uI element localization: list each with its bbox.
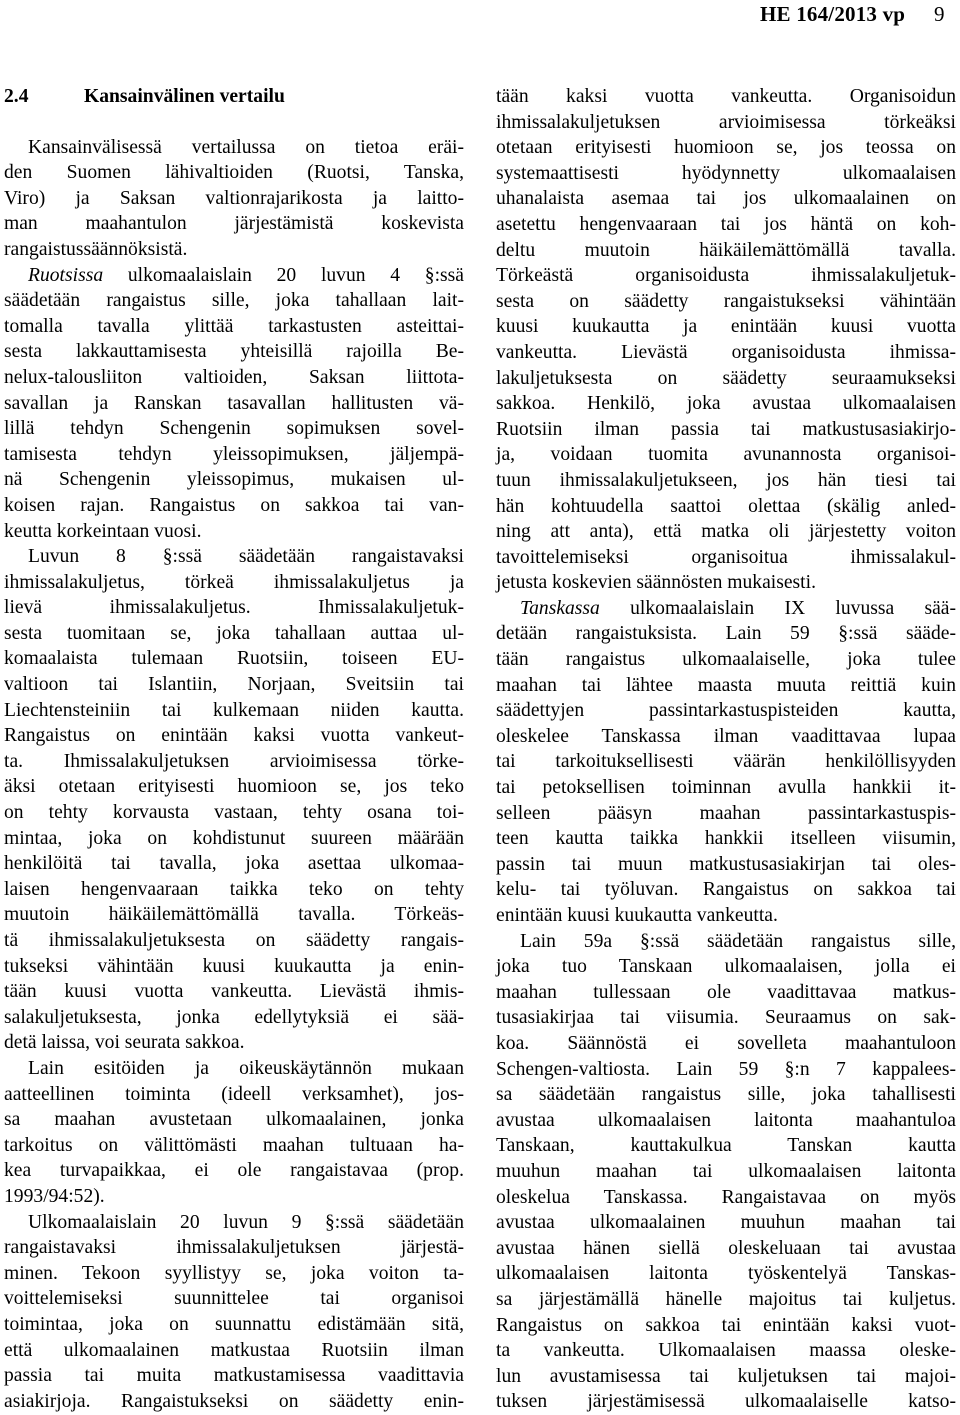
text-line: sesta on säädetty rangaistukseksi vähintään	[496, 290, 956, 312]
text-line: henkilöitä tai tavalla, joka asettaa ulkomaa-	[4, 853, 464, 875]
text-line: tään kaksi vuotta vankeutta. Organisoidun	[496, 86, 956, 107]
text-line: minen. Tekoon syyllistyy se, joka voiton ta-	[4, 1262, 464, 1284]
text-line: ihmissalakuljetuksen arvioimisessa törkeäksi	[496, 111, 956, 133]
text-line: rangaistavaksi ihmissalakuljetuksen järjestä-	[4, 1237, 464, 1259]
text-line: sa järjestämällä hänelle majoitus tai kuljetus.	[496, 1288, 956, 1310]
text-line: säädetään rangaistus sille, joka tahallaan lait-	[4, 290, 464, 312]
text-line: säädettyjen passintarkastuspisteiden kautta,	[496, 700, 956, 722]
text-line: että ulkomaalainen matkustaa Ruotsiin ilman	[4, 1339, 464, 1361]
text-line: lievä ihmissalakuljetus. Ihmissalakuljetuk-	[4, 597, 464, 619]
text-line: sa maahan avustetaan ulkomaalainen, jonka	[4, 1109, 464, 1131]
text-line: maahan tai lähtee maasta muuta reittiä kuin	[496, 674, 956, 696]
text-line: lakuljetuksesta on säädetty seuraamukseksi	[496, 367, 956, 389]
text-line: voittelemiseksi suunnittelee tai organisoi	[4, 1288, 464, 1310]
text-line: tä ihmissalakuljetuksesta on säädetty rangais-	[4, 930, 464, 951]
text-line: vankeutta. Lievästä organisoidusta ihmissa-	[496, 341, 956, 363]
text-line: otetaan erityisesti huomioon se, jos teossa on	[496, 137, 956, 159]
page-number: 9	[934, 2, 945, 26]
text-line: uhanalaista asemaa tai jos ulkomaalainen on	[496, 188, 956, 210]
text-line: Lain esitöiden ja oikeuskäytännön mukaan	[28, 1057, 464, 1079]
text-line: nelux-talousliiton valtioiden, Saksan liittota-	[4, 366, 464, 388]
text-line: Luvun 8 §:ssä säädetään rangaistavaksi	[28, 546, 464, 568]
section-heading	[4, 84, 464, 110]
text-line: den Suomen lähivaltioiden (Ruotsi, Tanska,	[4, 162, 464, 184]
text-line: ta vankeutta. Ulkomaalaisen maassa oleske-	[496, 1340, 956, 1362]
text-line: passin tai muun matkustusasiakirjan tai oles-	[496, 853, 956, 875]
text-line: sesta tuomitaan se, joka tahallaan auttaa ul-	[4, 622, 464, 644]
document-id: HE 164/2013 vp	[760, 2, 906, 26]
page-header	[0, 0, 960, 40]
text-line: Rangaistus on enintään kaksi vuotta vankeut-	[4, 725, 464, 747]
text-line: on tehty korvausta vastaan, tehty osana toi-	[4, 802, 464, 824]
text-line: ta. Ihmissalakuljetuksen arvioimisessa törke-	[4, 750, 464, 772]
text-line: Törkeästä organisoidusta ihmissalakuljetuk-	[496, 265, 956, 287]
text-line: koisen rajan. Rangaistus on sakkoa tai van-	[4, 494, 464, 516]
left-column	[4, 84, 464, 1412]
text-line: asiakirjoja. Rangaistukseksi on säädetty enin-	[4, 1390, 464, 1412]
text-line: muutoin häikäilemättömällä tavalla. Törkeäs-	[4, 904, 464, 926]
text-line: Kansainvälisessä vertailussa on tietoa eräi-	[28, 136, 464, 158]
text-line: tai petoksellisen toiminnan avulla hankkii it-	[496, 777, 956, 799]
text-line: kea turvapaikkaa, ei ole rangaistavaa (prop.	[4, 1160, 464, 1182]
text-line: tusasiakirjaa tai viisumia. Seuraamus on sak-	[496, 1007, 956, 1029]
right-column	[496, 84, 956, 1413]
text-line: tään kuusi vuotta vankeutta. Lievästä ihmis-	[4, 981, 464, 1003]
text-line: deltu muutoin häikäilemättömällä tavalla.	[496, 239, 956, 261]
text-line: detä laissa, voi seurata sakkoa.	[4, 1032, 245, 1054]
text-line: nä Schengenin yleissopimus, mukaisen ul-	[4, 469, 464, 491]
text-line: Liechtensteiniin tai kulkemaan niiden kautta.	[4, 699, 464, 721]
text-line: rangaistussäännöksistä.	[4, 238, 188, 260]
text-line: tomalla tavalla ylittää tarkastusten asteittai-	[4, 315, 464, 337]
text-line: passia tai muita matkustamisessa vaadittavia	[4, 1365, 464, 1387]
text-line: tuksen järjestämisessä ulkomaalaiselle katso-	[496, 1391, 956, 1413]
text-line: maahan tullessaan ole vaadittavaa matkus-	[496, 981, 956, 1003]
text-line: toimintaa, joka on suunnattu edistämään sitä,	[4, 1313, 464, 1335]
text-line: tuun ihmissalakuljetukseen, jos hän tiesi tai	[496, 469, 956, 491]
text-line: 1993/94:52).	[4, 1185, 105, 1207]
text-line: tavoittelemiseksi organisoitua ihmissalakul-	[496, 546, 956, 568]
text-line: avustaa hänen siellä oleskeluaan tai avustaa	[496, 1237, 956, 1259]
text-line: laisen hengenvaaraan taikka teko on tehty	[4, 878, 464, 900]
text-line: jetusta koskevien säännösten mukaisesti.	[496, 572, 816, 594]
text-line: Tanskassa ulkomaalaislain IX luvussa sää-	[520, 597, 956, 619]
text-line: äksi otetaan erityisesti huomioon se, jos teko	[4, 776, 464, 798]
text-line: ja, voidaan tuomita avunannosta organisoi-	[496, 444, 956, 466]
text-line: man maahantulon järjestämistä koskevista	[4, 213, 464, 235]
text-line: salakuljetuksesta, jonka edellytyksiä ei sää-	[4, 1006, 464, 1028]
text-line: muuhun maahan tai ulkomaalaisen laitonta	[496, 1160, 956, 1182]
text-line: savallan ja Ranskan tasavallan hallitusten vä-	[4, 392, 464, 414]
text-line: tukseksi vähintään kuusi kuukautta ja enin-	[4, 955, 464, 977]
text-line: sakkoa. Henkilö, joka avustaa ulkomaalaisen	[496, 393, 956, 415]
text-line: oleskelee Tanskassa ilman vaadittavaa lupaa	[496, 725, 956, 747]
text-line: tai tarkoituksellisesti väärän henkilöllisyyden	[496, 751, 956, 773]
left-column-text	[4, 135, 464, 1415]
text-line: joka tuo Tanskaan ulkomaalaisen, jolla ei	[496, 956, 956, 978]
text-line: Ruotsissa ulkomaalaislain 20 luvun 4 §:ssä	[28, 264, 464, 286]
right-column-text	[496, 84, 956, 1415]
text-line: ulkomaalaisen laitonta työskentelyä Tanskas-	[496, 1263, 956, 1285]
text-line: oleskelua Tanskassa. Rangaistavaa on myös	[496, 1186, 956, 1208]
text-line: Ruotsiin ilman passia tai matkustusasiakirjo-	[496, 418, 956, 440]
text-line: hän kohtuudella saattoi olettaa (skälig anled-	[496, 495, 956, 517]
text-line: ning att anta), että matka oli järjestetty voiton	[496, 521, 956, 543]
text-line: sa säädetään rangaistus sille, joka tahallisesti	[496, 1084, 956, 1106]
text-line: mintaa, joka on kohdistunut suureen määrään	[4, 827, 464, 849]
text-line: Schengen-valtiosta. Lain 59 §:n 7 kappalees-	[496, 1058, 956, 1080]
text-line: lillä tehdyn Schengenin sopimuksen sovel-	[4, 418, 464, 440]
text-line: koa. Säännöstä ei sovelleta maahantuloon	[496, 1032, 956, 1054]
text-line: tamisesta tehdyn yleissopimuksen, jäljempä-	[4, 443, 464, 465]
text-line: valtioon tai Islantiin, Norjaan, Sveitsiin tai	[4, 674, 464, 696]
text-line: Ulkomaalaislain 20 luvun 9 §:ssä säädetään	[28, 1211, 464, 1233]
text-line: teen kautta taikka hankkii itselleen viisumin,	[496, 828, 956, 850]
text-line: kelu- tai työluvan. Rangaistus on sakkoa tai	[496, 879, 956, 901]
section-title: Kansainvälinen vertailu	[84, 86, 285, 107]
text-line: selleen pääsyn maahan passintarkastuspis-	[496, 802, 956, 824]
text-line: sesta lakkauttamisesta yhteisillä rajoilla Be-	[4, 341, 464, 363]
text-line: systemaattisesti hyödynnetty ulkomaalaisen	[496, 162, 956, 184]
text-line: aatteellinen toiminta (ideell verksamhet), jos-	[4, 1083, 464, 1105]
text-line: tarkoitus on välittömästi maahan tultuaan ha-	[4, 1134, 464, 1156]
text-line: Tanskaan, kauttakulkua Tanskan kautta	[496, 1135, 956, 1157]
text-line: tään rangaistus ulkomaalaiselle, joka tulee	[496, 649, 956, 671]
text-line: Lain 59a §:ssä säädetään rangaistus sille,	[520, 930, 956, 952]
text-line: asetettu hengenvaaraan tai jos häntä on koh-	[496, 213, 956, 235]
text-line: ihmissalakuljetus, törkeä ihmissalakuljetus ja	[4, 571, 464, 593]
section-number: 2.4	[4, 86, 29, 107]
text-line: kuusi kuukautta ja enintään kuusi vuotta	[496, 316, 956, 338]
text-line: avustaa ulkomaalainen muuhun maahan tai	[496, 1212, 956, 1234]
text-line: Rangaistus on sakkoa tai enintään kaksi vuot-	[496, 1314, 956, 1336]
text-line: detään rangaistuksista. Lain 59 §:ssä sääde-	[496, 623, 956, 645]
text-line: avustaa ulkomaalaisen laitonta maahantuloa	[496, 1109, 956, 1131]
text-line: keutta korkeintaan vuosi.	[4, 520, 202, 542]
text-line: enintään kuusi kuukautta vankeutta.	[496, 905, 778, 926]
text-line: komaalaista tulemaan Ruotsiin, toiseen EU-	[4, 648, 464, 670]
text-line: lun avustamisessa tai kuljetuksen tai majoi-	[496, 1365, 956, 1387]
text-line: Viro) ja Saksan valtionrajarikosta ja laitto-	[4, 187, 464, 209]
